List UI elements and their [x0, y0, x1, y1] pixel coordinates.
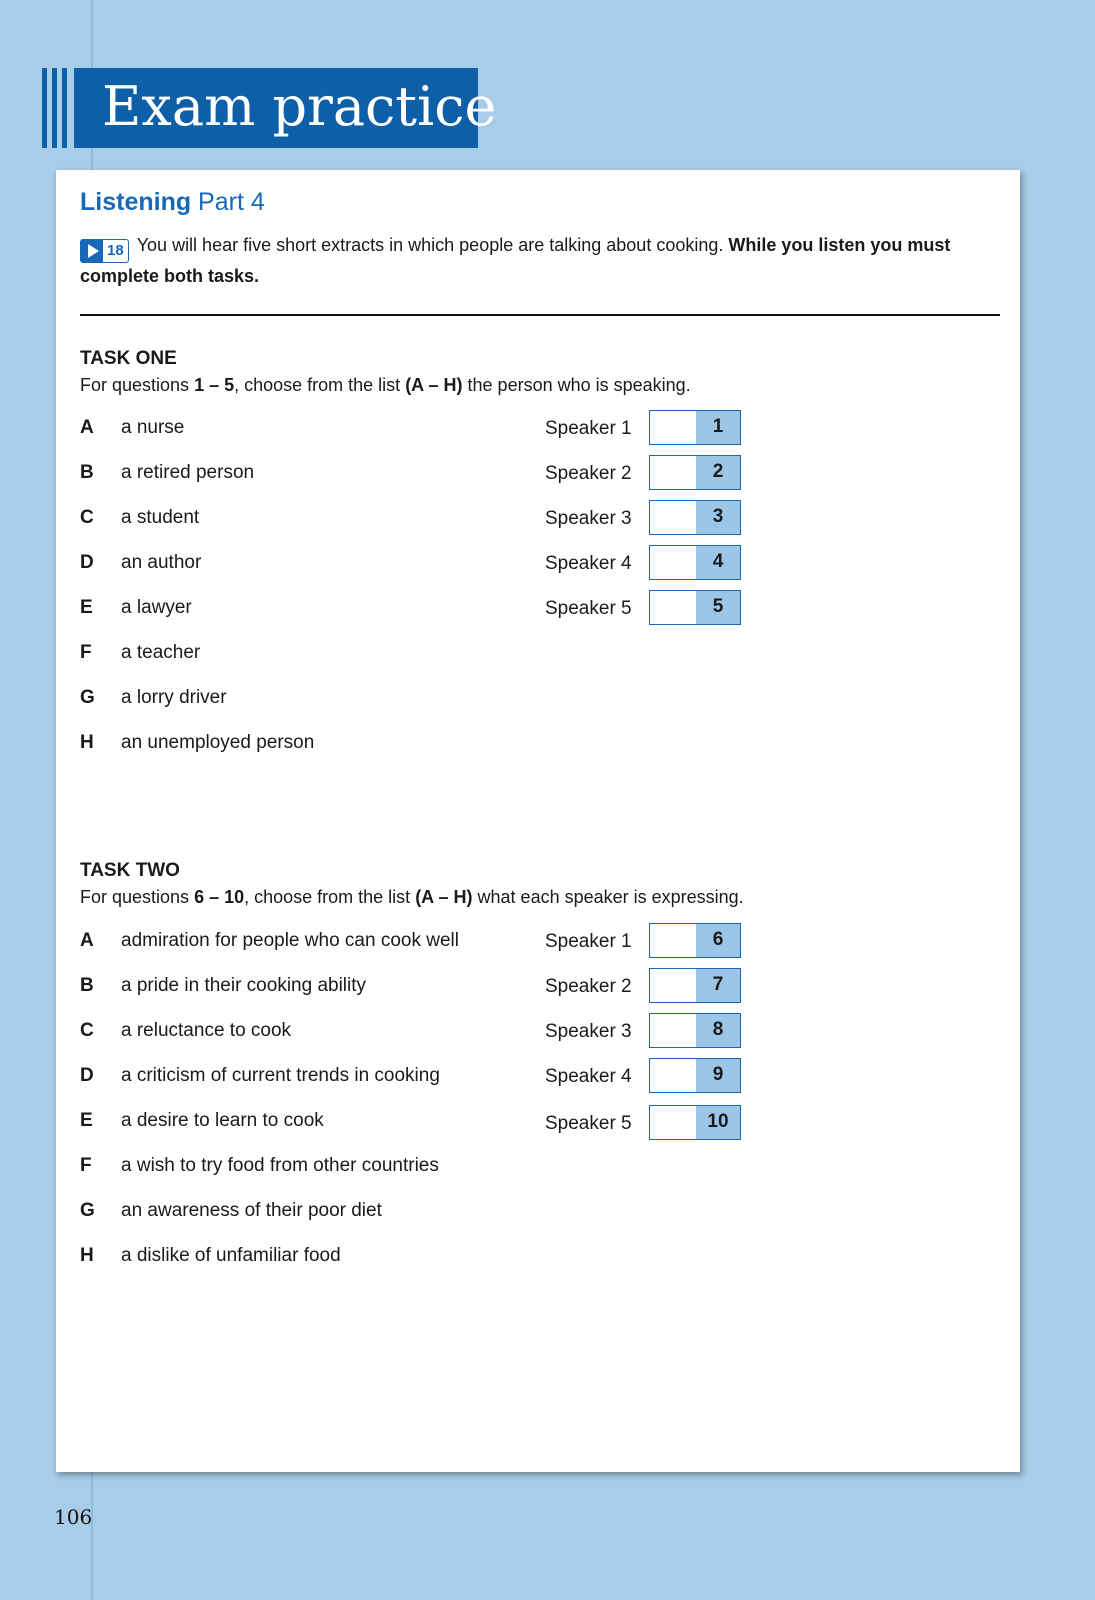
instr-text: , choose from the list: [234, 375, 406, 395]
exercise-card: [56, 170, 1020, 1472]
answer-box[interactable]: [649, 455, 741, 490]
option-text: a wish to try food from other countries: [121, 1155, 439, 1176]
option-text: a teacher: [121, 642, 201, 663]
speaker-row: [545, 595, 745, 629]
option-letter: E: [80, 597, 93, 618]
play-icon: [81, 240, 103, 262]
speaker-label: Speaker 5: [545, 598, 632, 619]
option-letter: C: [80, 1020, 94, 1041]
answer-box[interactable]: [649, 500, 741, 535]
page-number: 106: [54, 1505, 93, 1529]
option-text: an author: [121, 552, 202, 573]
answer-box[interactable]: [649, 968, 741, 1003]
speaker-row: [545, 415, 745, 449]
option-letter: B: [80, 462, 94, 483]
speaker-label: Speaker 4: [545, 553, 632, 574]
answer-box[interactable]: [649, 1058, 741, 1093]
option-text: a nurse: [121, 417, 185, 438]
answer-box[interactable]: [649, 410, 741, 445]
divider: [80, 314, 1000, 316]
question-number: 10: [696, 1106, 740, 1139]
speaker-row: [545, 550, 745, 584]
option-letter: H: [80, 732, 94, 753]
task-two-title: TASK TWO: [80, 860, 180, 881]
section-heading: [80, 188, 265, 217]
option-text: a dislike of unfamiliar food: [121, 1245, 341, 1266]
speaker-label: Speaker 2: [545, 463, 632, 484]
question-number: 7: [696, 969, 740, 1002]
instr-text: For questions: [80, 375, 195, 395]
speaker-row: [545, 505, 745, 539]
speaker-row: [545, 973, 745, 1007]
answer-box[interactable]: [649, 1105, 741, 1140]
option-letter: D: [80, 552, 94, 573]
question-number: 6: [696, 924, 740, 957]
answer-box[interactable]: [649, 1013, 741, 1048]
intro-paragraph: [80, 232, 960, 289]
question-number: 1: [696, 411, 740, 444]
intro-text: You will hear five short extracts in which people are talking about cooking.: [136, 235, 729, 255]
speaker-label: Speaker 2: [545, 976, 632, 997]
instr-text: the person who is speaking.: [462, 375, 691, 395]
speaker-label: Speaker 1: [545, 931, 632, 952]
option-text: an awareness of their poor diet: [121, 1200, 382, 1221]
exam-practice-banner: [42, 68, 497, 148]
answer-box[interactable]: [649, 923, 741, 958]
speaker-row: [545, 928, 745, 962]
speaker-row: [545, 1063, 745, 1097]
answer-box[interactable]: [649, 590, 741, 625]
speaker-row: [545, 460, 745, 494]
question-number: 9: [696, 1059, 740, 1092]
banner-stripe: [62, 68, 67, 148]
task-one-title: TASK ONE: [80, 348, 177, 369]
question-number: 4: [696, 546, 740, 579]
task-two-instructions: [80, 887, 1000, 908]
option-letter: B: [80, 975, 94, 996]
audio-play-icon[interactable]: [80, 239, 129, 263]
task-two: [80, 860, 1000, 1266]
section-heading-bold: Listening: [80, 188, 192, 216]
task-one-instructions: [80, 375, 1000, 396]
speaker-label: Speaker 3: [545, 508, 632, 529]
option-text: a pride in their cooking ability: [121, 975, 367, 996]
question-number: 3: [696, 501, 740, 534]
answer-box[interactable]: [649, 545, 741, 580]
audio-track-number: 18: [107, 242, 124, 259]
option-text: a lorry driver: [121, 687, 227, 708]
option-letter: F: [80, 1155, 92, 1176]
banner-stripe: [52, 68, 57, 148]
speaker-label: Speaker 5: [545, 1113, 632, 1134]
task-one: [80, 348, 1000, 753]
instr-range: 6 – 10: [194, 887, 245, 907]
option-letter: A: [80, 417, 94, 438]
option-text: a criticism of current trends in cooking: [121, 1065, 440, 1086]
instr-list: (A – H): [405, 375, 463, 395]
option-letter: A: [80, 930, 94, 951]
instr-text: For questions: [80, 887, 195, 907]
option-letter: G: [80, 687, 95, 708]
speaker-label: Speaker 1: [545, 418, 632, 439]
option-text: an unemployed person: [121, 732, 315, 753]
intro-instruction: While you listen you must complete both tasks.: [80, 235, 951, 286]
option-text: a reluctance to cook: [121, 1020, 292, 1041]
option-letter: G: [80, 1200, 95, 1221]
speaker-label: Speaker 4: [545, 1066, 632, 1087]
option-text: admiration for people who can cook well: [121, 930, 459, 951]
question-number: 8: [696, 1014, 740, 1047]
option-text: a lawyer: [121, 597, 192, 618]
speaker-row: [545, 1110, 745, 1144]
question-number: 5: [696, 591, 740, 624]
banner-stripe: [42, 68, 47, 148]
option-letter: D: [80, 1065, 94, 1086]
instr-range: 1 – 5: [194, 375, 235, 395]
option-letter: C: [80, 507, 94, 528]
banner-title: Exam practice: [102, 75, 497, 138]
instr-text: what each speaker is expressing.: [472, 887, 744, 907]
section-heading-part: Part 4: [191, 188, 265, 216]
option-letter: E: [80, 1110, 93, 1131]
speaker-row: [545, 1018, 745, 1052]
instr-text: , choose from the list: [244, 887, 416, 907]
option-letter: F: [80, 642, 92, 663]
instr-list: (A – H): [415, 887, 473, 907]
option-text: a desire to learn to cook: [121, 1110, 324, 1131]
option-text: a student: [121, 507, 200, 528]
option-text: a retired person: [121, 462, 255, 483]
speaker-label: Speaker 3: [545, 1021, 632, 1042]
option-letter: H: [80, 1245, 94, 1266]
question-number: 2: [696, 456, 740, 489]
